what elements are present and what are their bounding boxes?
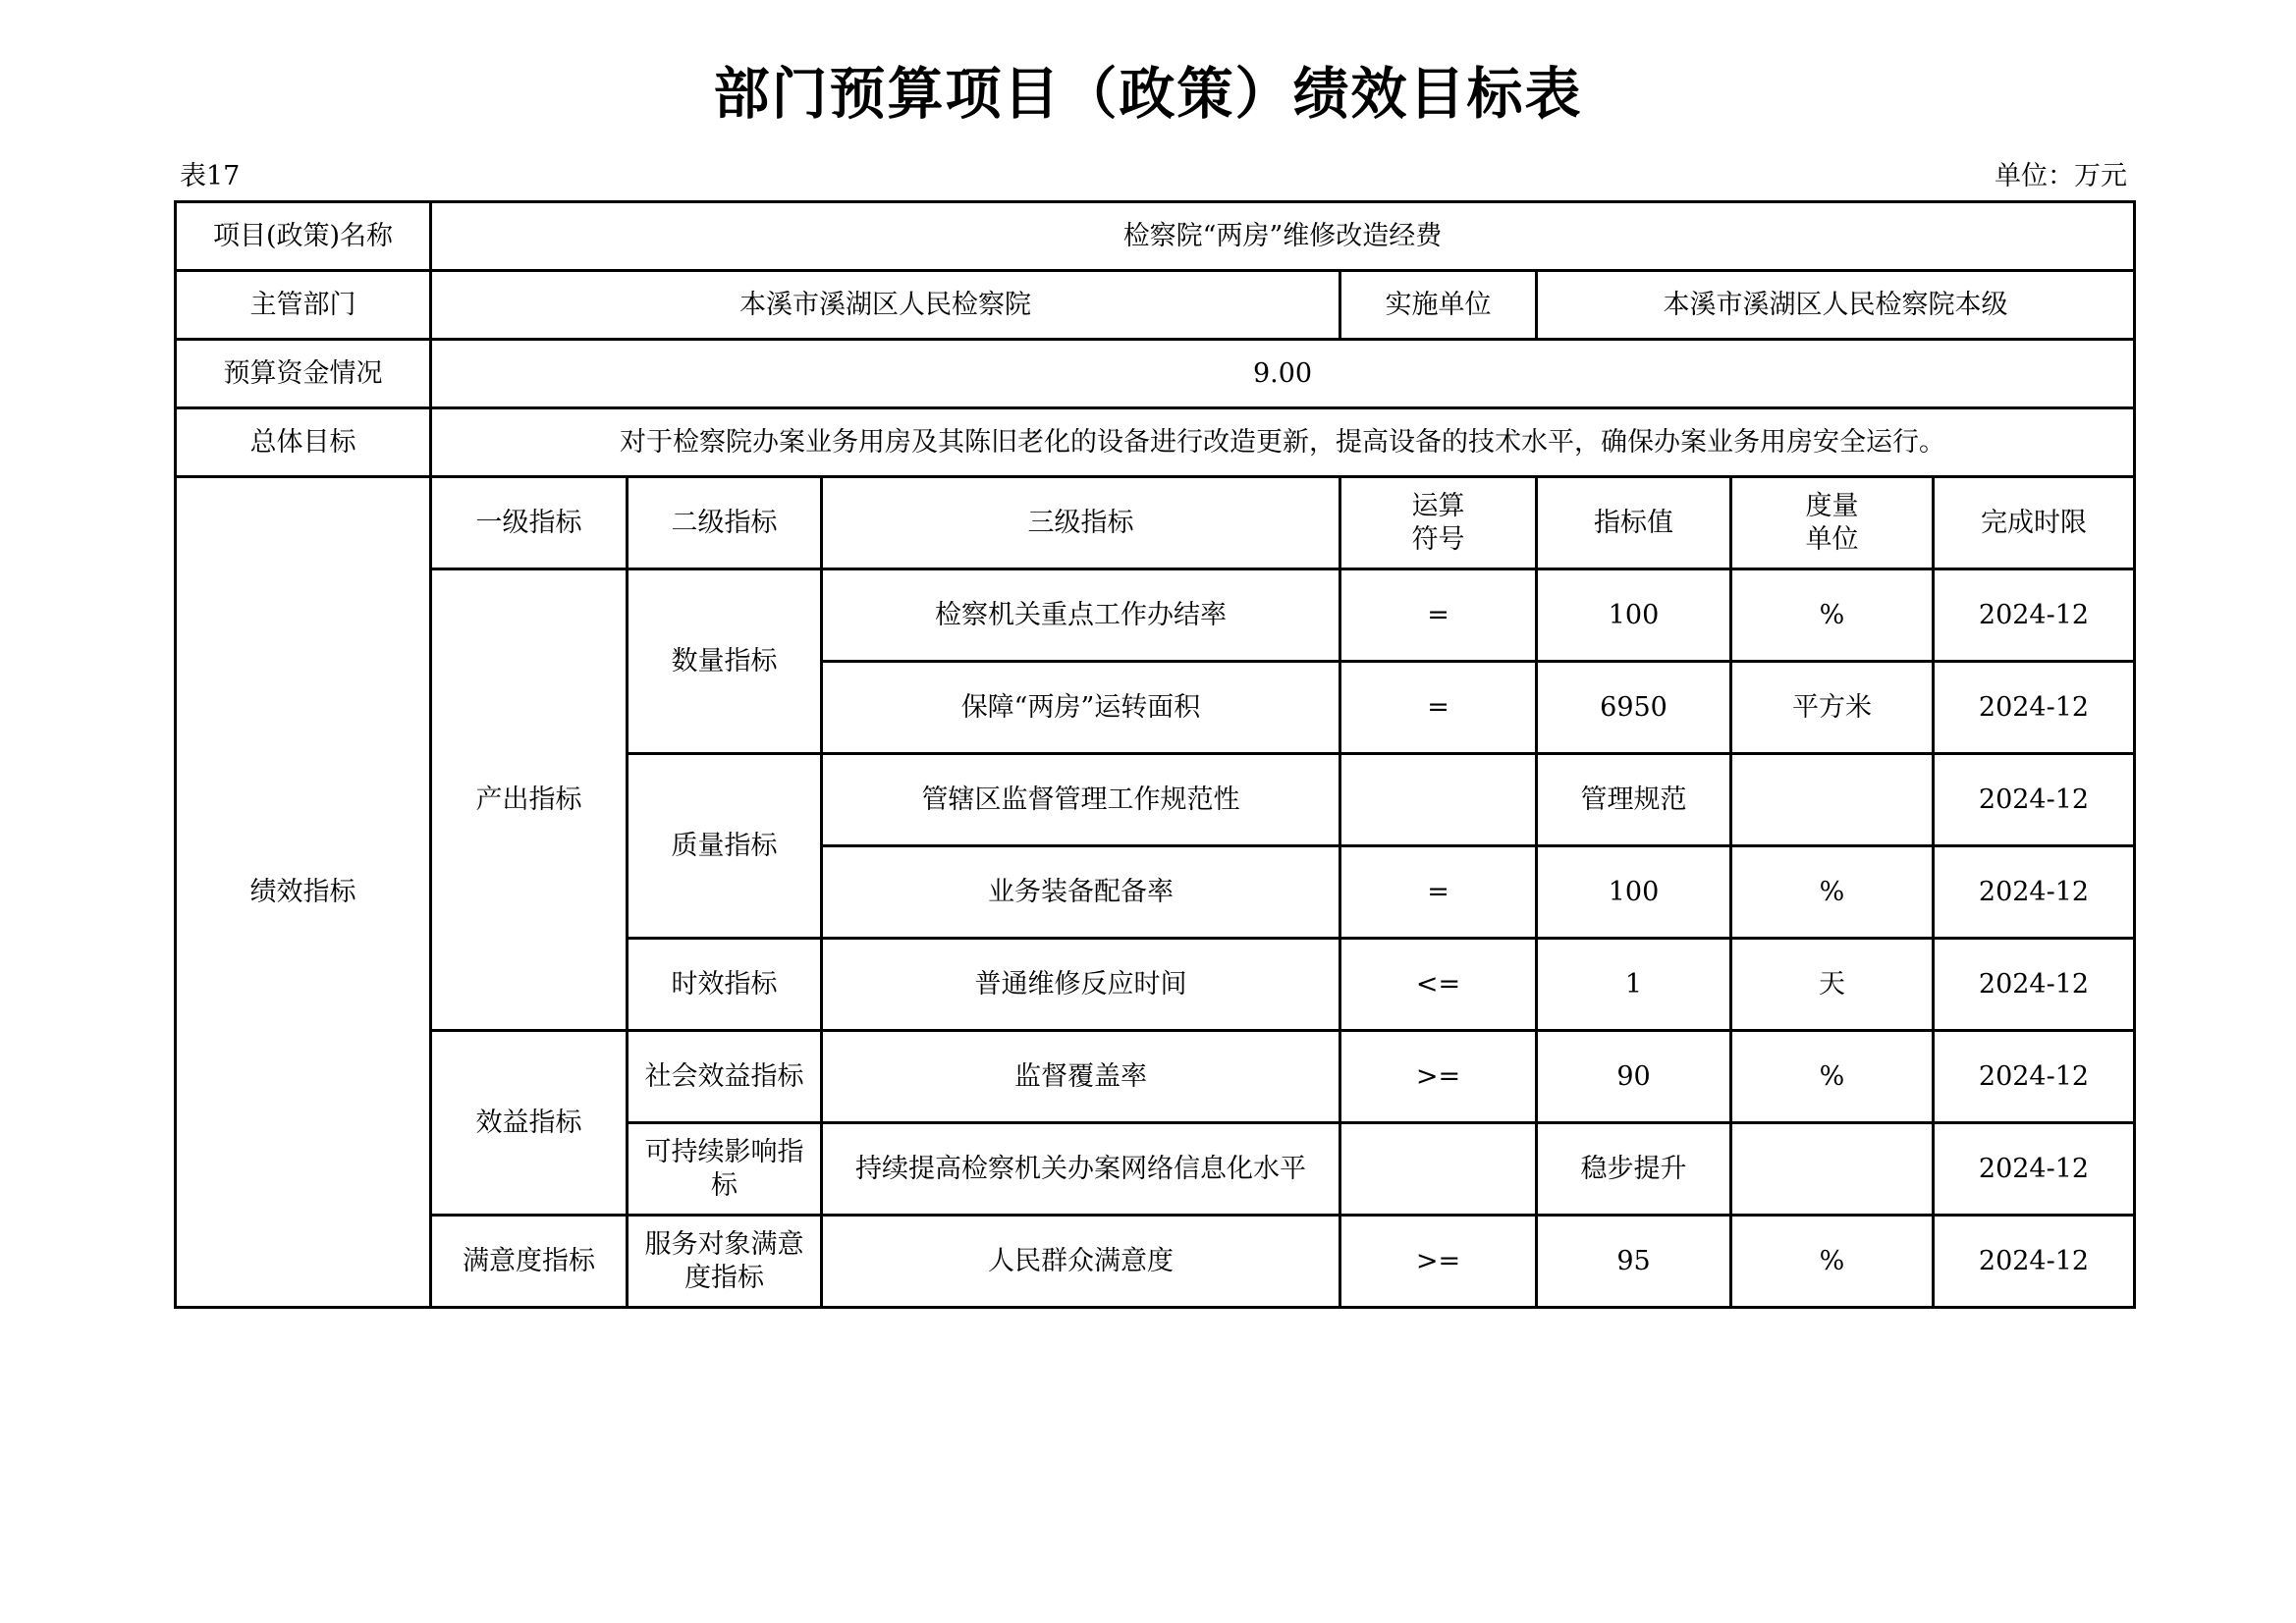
header-operator: 运算 符号 [1340, 477, 1537, 569]
indicator-value: 6950 [1537, 662, 1731, 754]
indicator-operator: = [1340, 846, 1537, 939]
indicator-value: 100 [1537, 569, 1731, 662]
budget-value: 9.00 [431, 340, 2135, 408]
table-number: 表17 [180, 161, 241, 191]
level2-quality: 质量指标 [628, 754, 822, 939]
indicator-unit: % [1731, 569, 1934, 662]
indicator-operator [1340, 1123, 1537, 1216]
indicator-deadline: 2024-12 [1934, 1123, 2135, 1216]
indicator-name: 保障“两房”运转面积 [822, 662, 1340, 754]
level2-quantity: 数量指标 [628, 569, 822, 754]
department-label: 主管部门 [176, 271, 431, 340]
indicator-operator: <= [1340, 939, 1537, 1031]
indicator-deadline: 2024-12 [1934, 662, 2135, 754]
performance-indicators-label: 绩效指标 [176, 477, 431, 1308]
indicator-value: 1 [1537, 939, 1731, 1031]
indicator-deadline: 2024-12 [1934, 1031, 2135, 1123]
indicator-value: 95 [1537, 1216, 1731, 1308]
indicator-name: 检察机关重点工作办结率 [822, 569, 1340, 662]
department-row [176, 271, 2135, 340]
level1-benefit: 效益指标 [431, 1031, 628, 1216]
indicator-operator: = [1340, 662, 1537, 754]
indicator-unit: % [1731, 846, 1934, 939]
indicator-unit [1731, 1123, 1934, 1216]
header-level1: 一级指标 [431, 477, 628, 569]
indicator-operator: >= [1340, 1031, 1537, 1123]
level2-service-satisfaction: 服务对象满意度指标 [628, 1216, 822, 1308]
header-level3: 三级指标 [822, 477, 1340, 569]
budget-label: 预算资金情况 [176, 340, 431, 408]
level2-sustainable-impact: 可持续影响指标 [628, 1123, 822, 1216]
indicator-name: 业务装备配备率 [822, 846, 1340, 939]
level1-satisfaction: 满意度指标 [431, 1216, 628, 1308]
indicator-unit: % [1731, 1031, 1934, 1123]
indicator-name: 持续提高检察机关办案网络信息化水平 [822, 1123, 1340, 1216]
implementing-unit-value: 本溪市溪湖区人民检察院本级 [1537, 271, 2135, 340]
project-name-value: 检察院“两房”维修改造经费 [431, 202, 2135, 271]
budget-row [176, 340, 2135, 408]
indicator-name: 监督覆盖率 [822, 1031, 1340, 1123]
indicator-unit: 平方米 [1731, 662, 1934, 754]
overall-goal-label: 总体目标 [176, 408, 431, 477]
indicator-operator: >= [1340, 1216, 1537, 1308]
indicator-value: 90 [1537, 1031, 1731, 1123]
overall-goal-row [176, 408, 2135, 477]
indicator-operator [1340, 754, 1537, 846]
indicator-value: 稳步提升 [1537, 1123, 1731, 1216]
indicator-value: 管理规范 [1537, 754, 1731, 846]
indicator-deadline: 2024-12 [1934, 754, 2135, 846]
unit-label: 单位：万元 [1995, 161, 2127, 191]
level2-timeliness: 时效指标 [628, 939, 822, 1031]
header-unit: 度量 单位 [1731, 477, 1934, 569]
indicator-deadline: 2024-12 [1934, 846, 2135, 939]
indicator-unit: 天 [1731, 939, 1934, 1031]
header-deadline: 完成时限 [1934, 477, 2135, 569]
indicator-name: 人民群众满意度 [822, 1216, 1340, 1308]
project-name-label: 项目(政策)名称 [176, 202, 431, 271]
indicator-name: 普通维修反应时间 [822, 939, 1340, 1031]
indicator-operator: = [1340, 569, 1537, 662]
implementing-unit-label: 实施单位 [1340, 271, 1537, 340]
level2-social-benefit: 社会效益指标 [628, 1031, 822, 1123]
project-name-row [176, 202, 2135, 271]
indicator-name: 管辖区监督管理工作规范性 [822, 754, 1340, 846]
indicator-deadline: 2024-12 [1934, 939, 2135, 1031]
indicator-unit [1731, 754, 1934, 846]
table-row [176, 1031, 2135, 1123]
table-row [176, 569, 2135, 662]
level1-output: 产出指标 [431, 569, 628, 1031]
indicator-value: 100 [1537, 846, 1731, 939]
header-level2: 二级指标 [628, 477, 822, 569]
department-value: 本溪市溪湖区人民检察院 [431, 271, 1340, 340]
indicator-header-row [176, 477, 2135, 569]
indicator-deadline: 2024-12 [1934, 569, 2135, 662]
performance-goal-table [174, 200, 2136, 1309]
indicator-deadline: 2024-12 [1934, 1216, 2135, 1308]
indicator-unit: % [1731, 1216, 1934, 1308]
header-target-value: 指标值 [1537, 477, 1731, 569]
overall-goal-value: 对于检察院办案业务用房及其陈旧老化的设备进行改造更新，提高设备的技术水平，确保办案业务用房安全运行。 [431, 408, 2135, 477]
page-title: 部门预算项目（政策）绩效目标表 [713, 62, 1583, 127]
table-row [176, 1216, 2135, 1308]
